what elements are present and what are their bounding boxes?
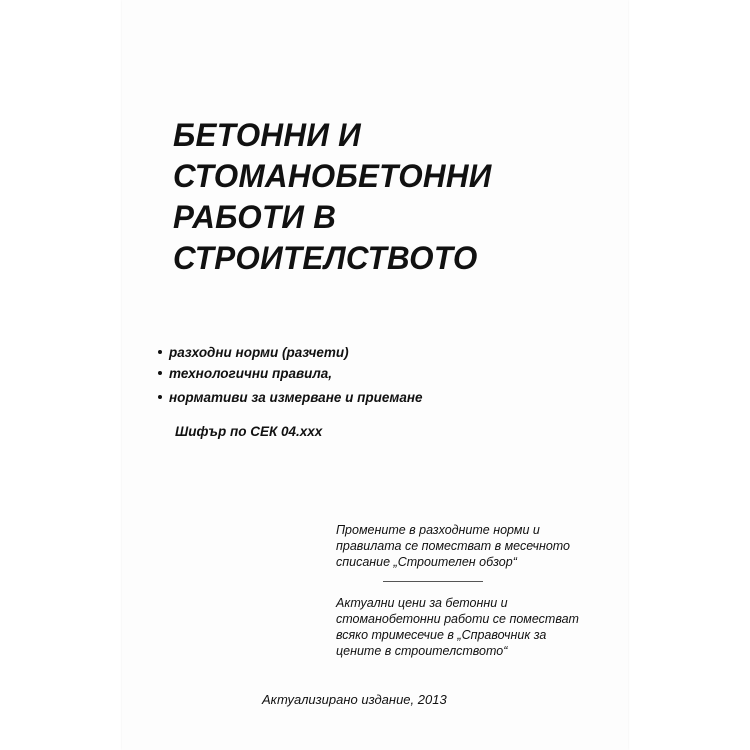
list-item-text: разходни норми (разчети) bbox=[169, 345, 349, 360]
note-line: стоманобетонни работи се поместват bbox=[336, 612, 579, 626]
list-item bbox=[158, 387, 423, 408]
note-line: Промените в разходните норми и bbox=[336, 523, 540, 537]
list-item-text: нормативи за измерване и приемане bbox=[169, 390, 423, 405]
classification-code: Шифър по СЕК 04.ххх bbox=[175, 424, 323, 439]
note-line: Актуални цени за бетонни и bbox=[336, 596, 508, 610]
list-item bbox=[158, 342, 423, 363]
changes-note bbox=[336, 522, 570, 570]
list-item-text: технологични правила, bbox=[169, 366, 333, 381]
note-line: правилата се поместват в месечното bbox=[336, 539, 570, 553]
bullet-icon bbox=[158, 371, 162, 375]
note-line: цените в строителството“ bbox=[336, 644, 508, 658]
edition-line: Актуализирано издание, 2013 bbox=[262, 692, 447, 707]
title-line: РАБОТИ В bbox=[173, 199, 337, 235]
bullet-icon bbox=[158, 395, 162, 399]
title-line: БЕТОННИ И bbox=[173, 117, 362, 153]
title-line: СТОМАНОБЕТОННИ bbox=[173, 158, 492, 194]
book-title bbox=[173, 115, 492, 279]
note-line: списание „Строителен обзор“ bbox=[336, 555, 517, 569]
list-item bbox=[158, 363, 423, 384]
contents-list bbox=[158, 342, 423, 408]
prices-note bbox=[336, 595, 579, 659]
note-line: всяко тримесечие в „Справочник за bbox=[336, 628, 547, 642]
title-line: СТРОИТЕЛСТВОТО bbox=[173, 240, 478, 276]
bullet-icon bbox=[158, 350, 162, 354]
divider bbox=[383, 581, 483, 582]
